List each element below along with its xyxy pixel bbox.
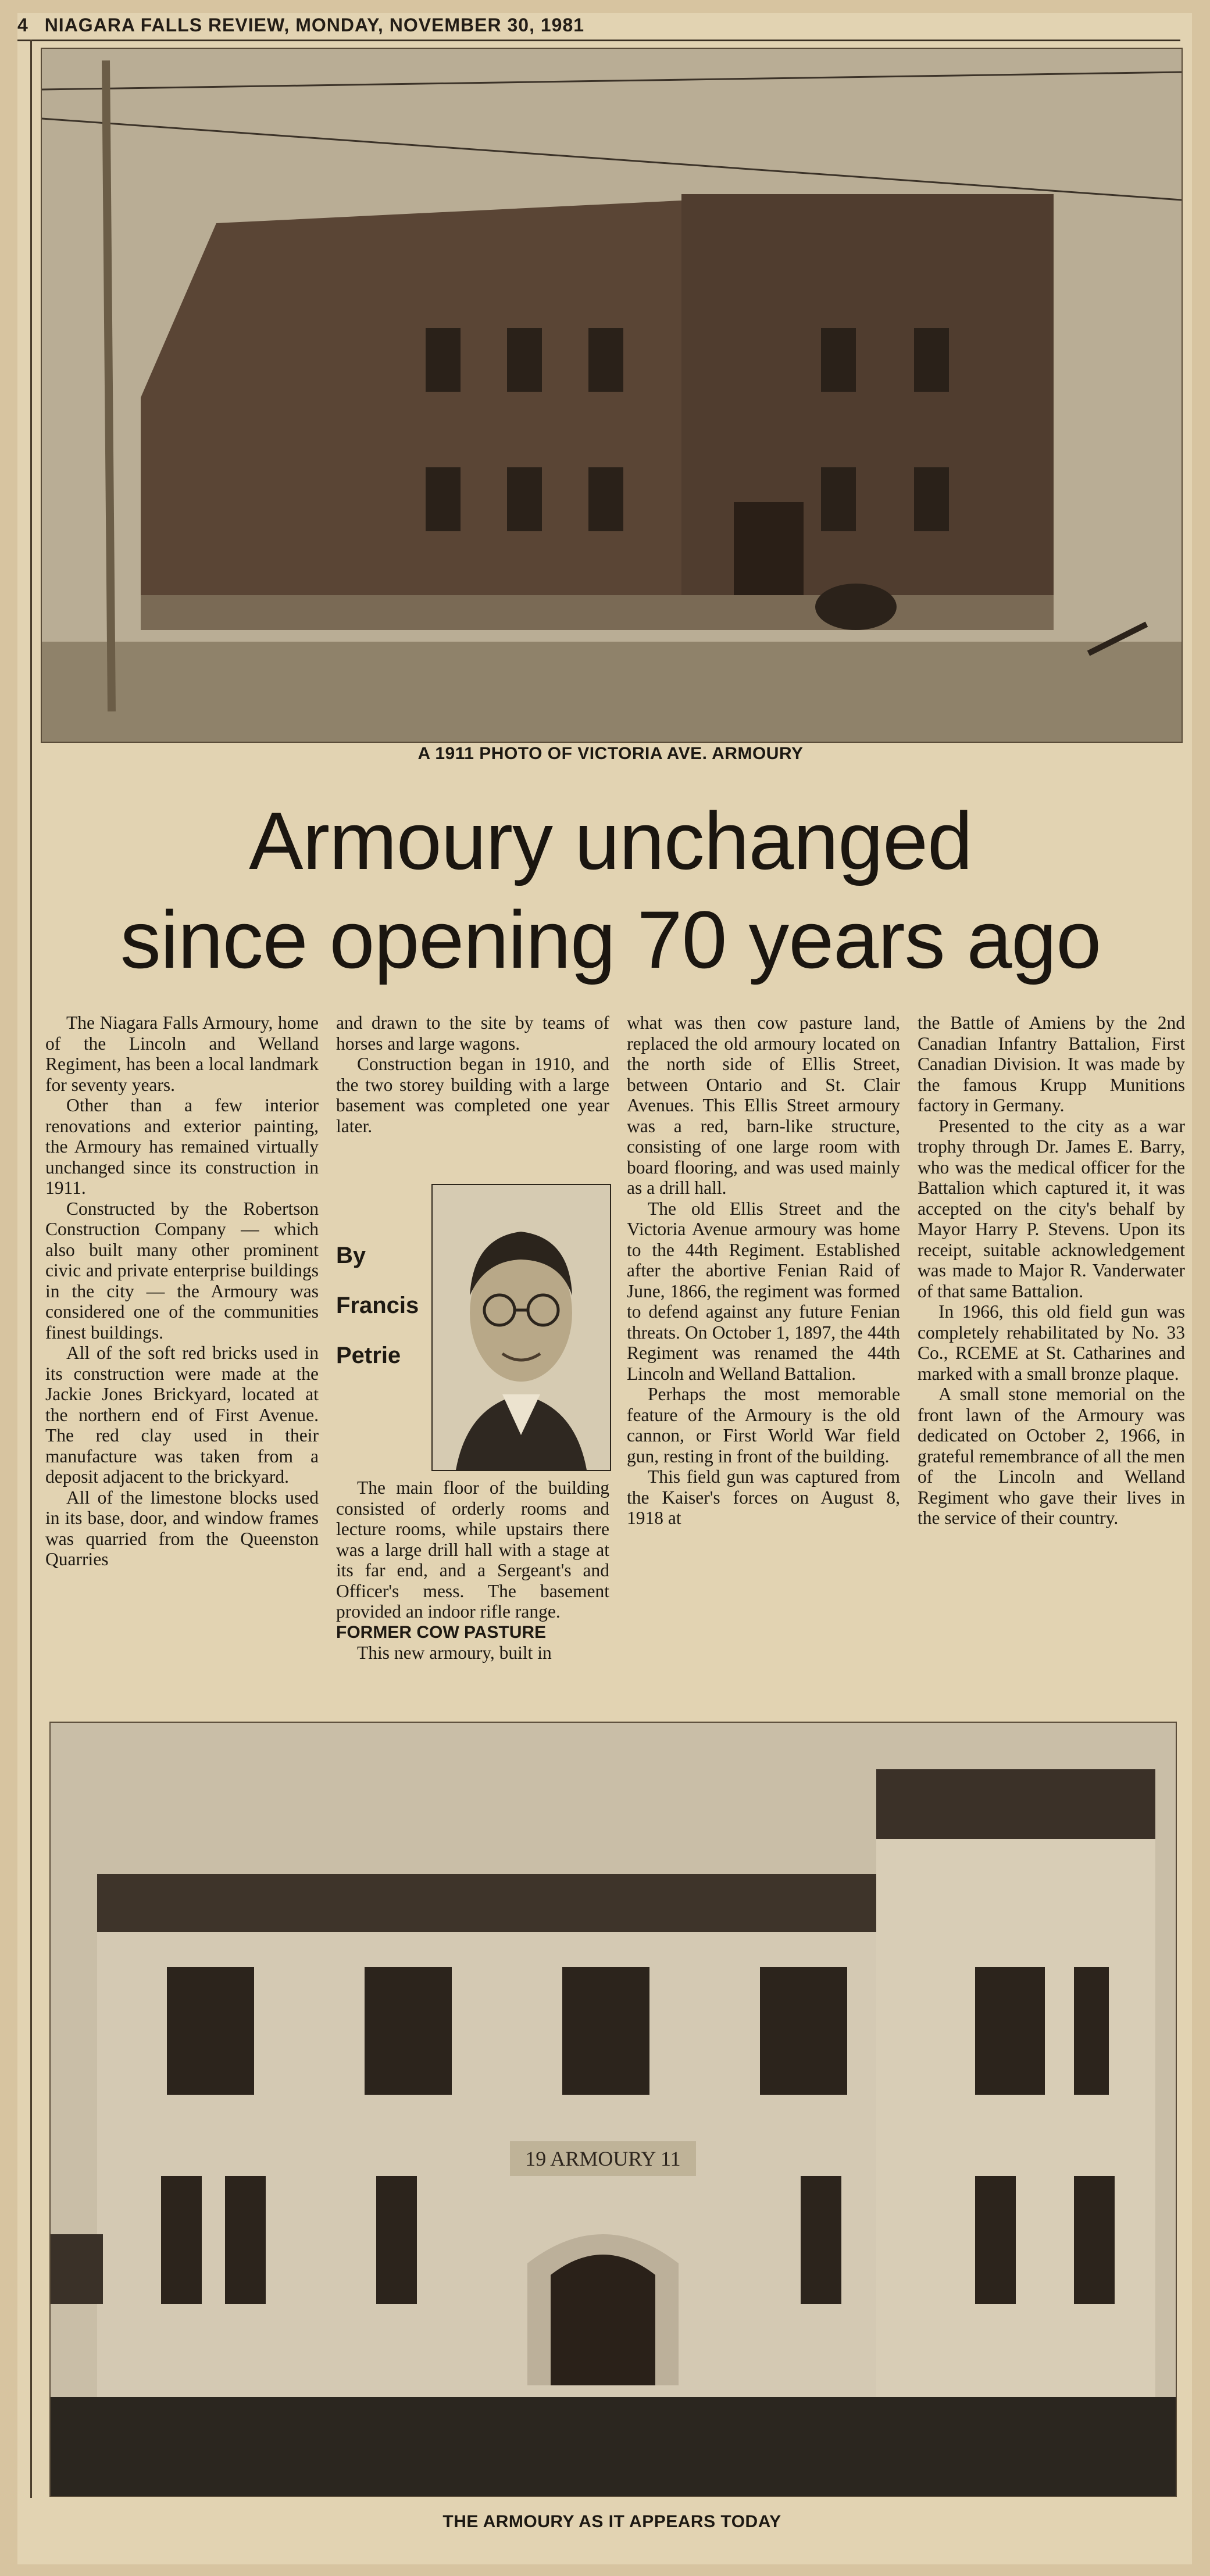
article-column-1 (45, 1012, 319, 1570)
paragraph: Perhaps the most memorable feature of the Armoury is the old cannon, or First World War field gun, resting in front of the building. (627, 1384, 900, 1466)
paragraph: This new armoury, built in (357, 1643, 552, 1663)
armoury-1911-illustration (42, 49, 1182, 742)
paragraph: In 1966, this old field gun was completely rehabilitated by No. 33 Co., RCEME at St. Catharines and marked with a small bronze plaque. (918, 1301, 1185, 1384)
paragraph: the Battle of Amiens by the 2nd Canadian Infantry Battalion, First Canadian Division. It was made by the famous Krupp Munitions factory in Germany. (918, 1012, 1185, 1115)
paragraph: A small stone memorial on the front lawn of the Armoury was dedicated on October 2, 1966, in grateful remembrance of all the men of the Lincoln and Welland Regiment who gave their lives in the service of their country. (918, 1384, 1185, 1528)
byline-first-name: Francis (336, 1293, 419, 1318)
paragraph: This field gun was captured from the Kaiser's forces on August 8, 1918 at (627, 1466, 900, 1528)
paragraph: All of the soft red bricks used in its construction were made at the Jackie Jones Brickyard, located at the northern end of First Avenue. The red clay used in their manufacture was taken from a deposit adjacent to the brickyard. (45, 1343, 319, 1487)
page-left-rule (30, 40, 32, 2498)
page-number: 4 (17, 15, 28, 35)
paragraph: what was then cow pasture land, replaced the old armoury located on the north side of Ellis Street, between Ontario and St. Clair Avenues. This Ellis Street armoury was a red, barn-like structure, consisting of one large room with board flooring, and was used mainly as a drill hall. (627, 1012, 900, 1198)
paragraph: The Niagara Falls Armoury, home of the Lincoln and Welland Regiment, has been a local landmark for seventy years. (45, 1012, 319, 1095)
article-column-3 (627, 1012, 900, 1529)
article-column-2-top (336, 1012, 609, 1136)
paragraph: Other than a few interior renovations and exterior painting, the Armoury has remained virtually unchanged since its construction in 1911. (45, 1095, 319, 1198)
headline (41, 792, 1180, 989)
paragraph: The main floor of the building consisted of orderly rooms and lecture rooms, while upstairs there was a large drill hall with a stage at its far end, and a Sergeant's and Officer's mess. The basement provided an indoor rifle range. (336, 1477, 609, 1622)
caption-top-photo: A 1911 PHOTO OF VICTORIA AVE. ARMOURY (417, 744, 804, 763)
article-column-2-bottom (336, 1477, 609, 1663)
masthead-rule (17, 40, 1180, 41)
headline-line-2: since opening 70 years ago (120, 894, 1101, 985)
paragraph: Presented to the city as a war trophy through Dr. James E. Barry, who was the medical officer for the Battalion which captured it, it was accepted on the city's behalf by Mayor Harry P. Stevens. Upon its receipt, suitable acknowledgement was made to Major R. Vanderwater of that same Battalion. (918, 1115, 1185, 1301)
paragraph: All of the limestone blocks used in its base, door, and window frames was quarried from the Queenston Quarries (45, 1487, 319, 1569)
armoury-today-illustration (51, 1723, 1176, 2496)
paragraph: Construction began in 1910, and the two storey building with a large basement was completed one year later. (336, 1054, 609, 1136)
masthead-text: NIAGARA FALLS REVIEW, MONDAY, NOVEMBER 30, 1981 (44, 15, 585, 35)
author-portrait (433, 1185, 610, 1470)
plaque-text: 19 ARMOURY 11 (525, 2147, 681, 2170)
paragraph: and drawn to the site by teams of horses and large wagons. (336, 1012, 609, 1054)
headline-line-1: Armoury unchanged (249, 795, 972, 886)
paragraph: The old Ellis Street and the Victoria Avenue armoury was home to the 44th Regiment. Established after the abortive Fenian Raid of June, 1866, the regiment was formed to defend against any future Fenian threats. On October 1, 1897, the 44th Regiment was renamed the 44th Lincoln and Welland Battalion. (627, 1198, 900, 1384)
author-photo (431, 1184, 611, 1471)
subhead: FORMER COW PASTURE (336, 1622, 547, 1642)
paragraph: Constructed by the Robertson Construction Company — which also built many other prominent civic and private enterprise buildings in the city — the Armoury was considered one of the communities finest buildings. (45, 1198, 319, 1343)
byline (336, 1239, 435, 1389)
article-column-4 (918, 1012, 1185, 1529)
byline-last-name: Petrie (336, 1343, 401, 1368)
photo-1911-armoury (41, 48, 1183, 743)
byline-by: By (336, 1243, 366, 1268)
newspaper-clipping (17, 13, 1192, 2564)
caption-bottom-photo: THE ARMOURY AS IT APPEARS TODAY (442, 2512, 781, 2531)
masthead (17, 13, 1180, 37)
photo-armoury-today (49, 1722, 1177, 2497)
